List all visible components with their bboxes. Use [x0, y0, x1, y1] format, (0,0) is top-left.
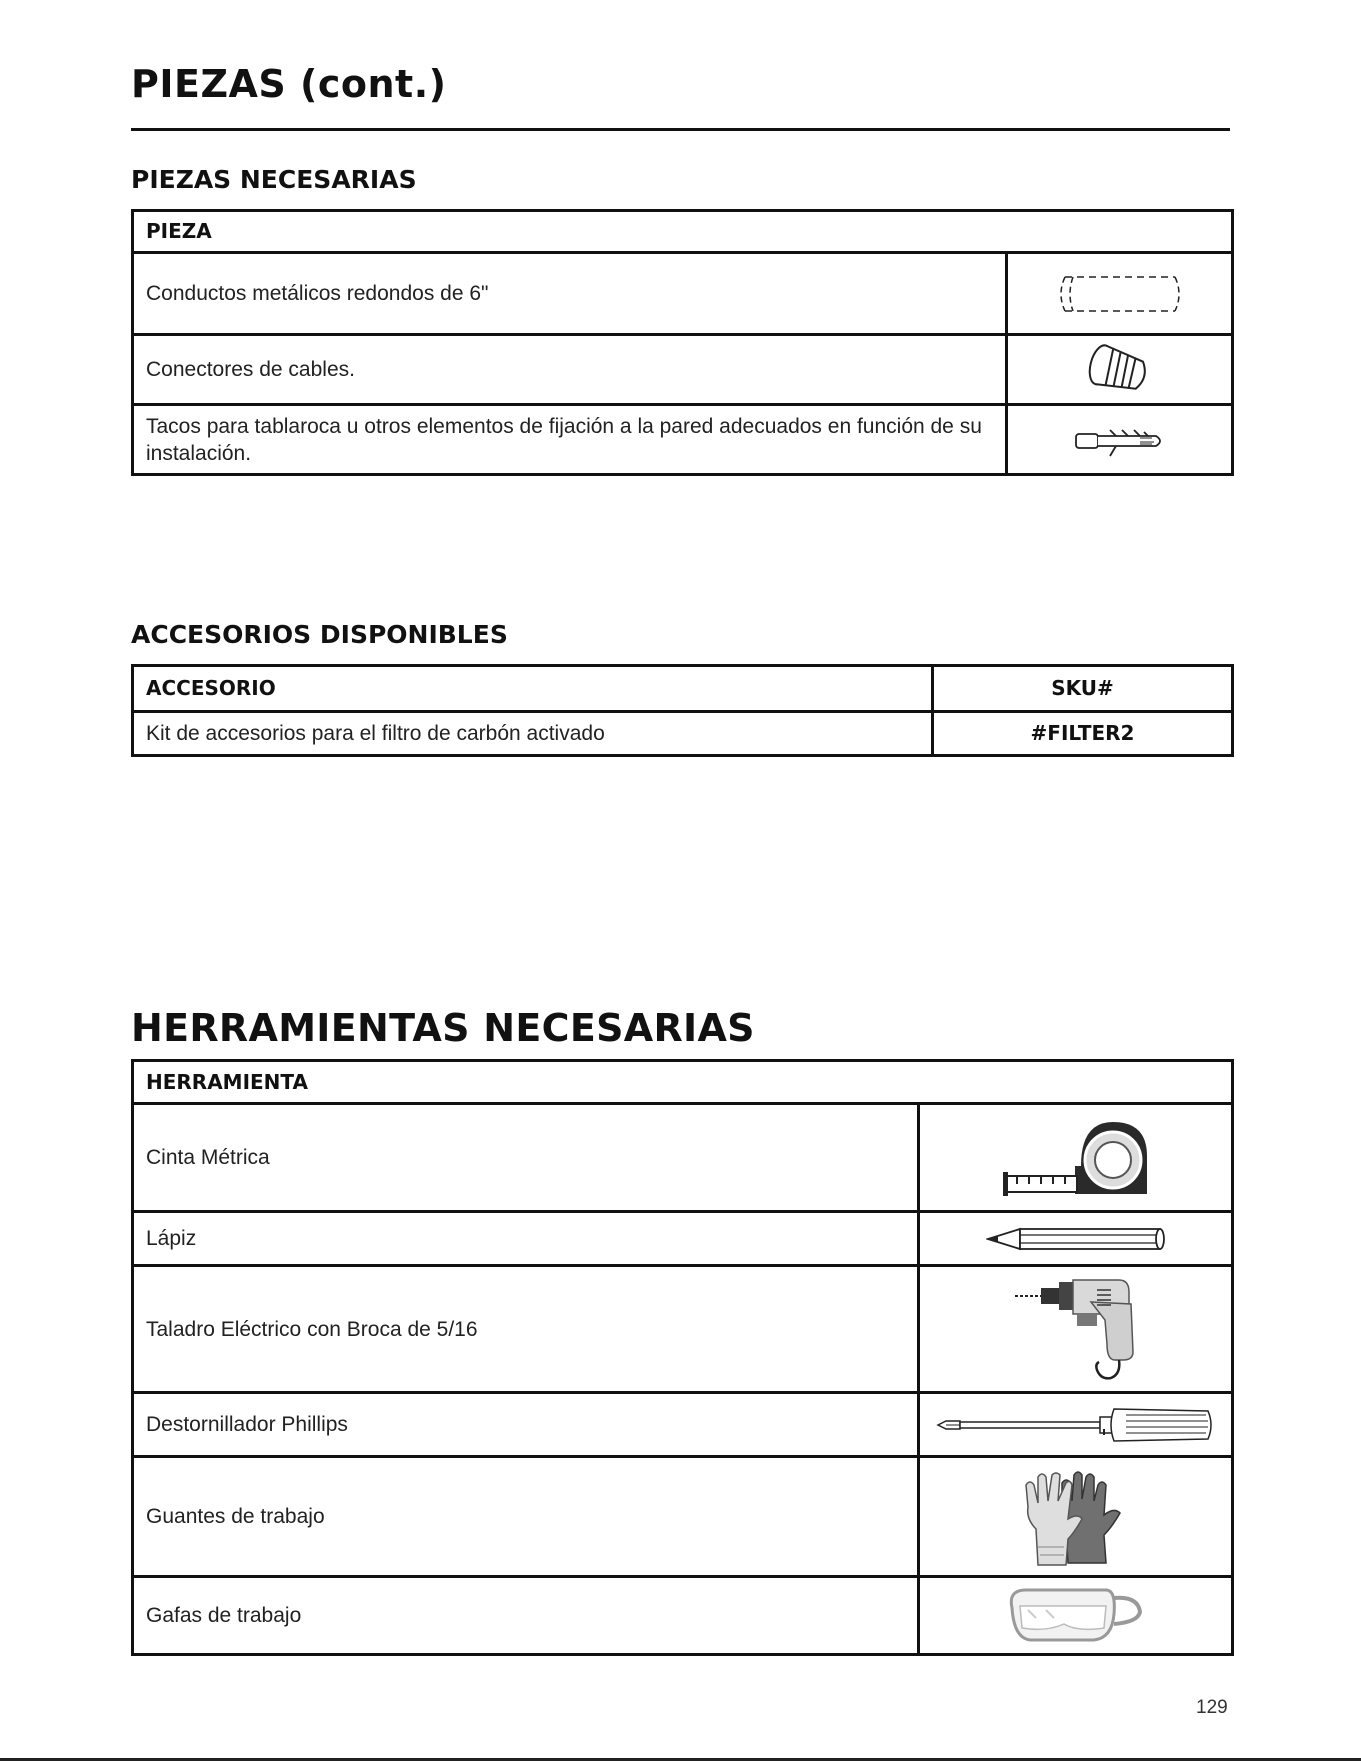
table-row [133, 335, 1233, 405]
column-header-accesorio: ACCESORIO [133, 666, 933, 712]
tools-heading: HERRAMIENTAS NECESARIAS [131, 1006, 755, 1050]
tape-measure-icon [919, 1104, 1233, 1212]
accessories-heading: ACCESORIOS DISPONIBLES [131, 620, 508, 649]
part-name: Tacos para tablaroca u otros elementos de fijación a la pared adecuados en función de su instalación. [133, 405, 1007, 475]
column-header-pieza: PIEZA [133, 211, 1233, 253]
tool-name: Lápiz [133, 1212, 919, 1266]
page-number: 129 [1196, 1697, 1228, 1718]
column-header-herramienta: HERRAMIENTA [133, 1061, 1233, 1104]
table-row [133, 1266, 1233, 1393]
required-parts-heading: PIEZAS NECESARIAS [131, 165, 417, 194]
table-row [133, 1212, 1233, 1266]
table-row [133, 405, 1233, 475]
column-header-sku: SKU# [933, 666, 1233, 712]
table-row [133, 1577, 1233, 1655]
accessories-table [131, 664, 1234, 757]
power-drill-icon [919, 1266, 1233, 1393]
tool-name: Cinta Métrica [133, 1104, 919, 1212]
phillips-screwdriver-icon [919, 1393, 1233, 1457]
part-name: Conectores de cables. [133, 335, 1007, 405]
pencil-icon [919, 1212, 1233, 1266]
title-divider [131, 128, 1230, 131]
work-gloves-icon [919, 1457, 1233, 1577]
tool-name: Gafas de trabajo [133, 1577, 919, 1655]
table-row [133, 1393, 1233, 1457]
part-name: Conductos metálicos redondos de 6" [133, 253, 1007, 335]
tool-name: Guantes de trabajo [133, 1457, 919, 1577]
wall-anchor-icon [1007, 405, 1233, 475]
accessory-name: Kit de accesorios para el filtro de carbón activado [133, 712, 933, 756]
safety-goggles-icon [919, 1577, 1233, 1655]
round-duct-icon [1007, 253, 1233, 335]
wire-connector-icon [1007, 335, 1233, 405]
table-row [133, 253, 1233, 335]
table-row [133, 712, 1233, 756]
accessory-sku: #FILTER2 [933, 712, 1233, 756]
required-parts-table [131, 209, 1234, 476]
tool-name: Destornillador Phillips [133, 1393, 919, 1457]
table-row [133, 1457, 1233, 1577]
tools-table [131, 1059, 1234, 1656]
page-title: PIEZAS (cont.) [131, 62, 447, 106]
tool-name: Taladro Eléctrico con Broca de 5/16 [133, 1266, 919, 1393]
table-row [133, 1104, 1233, 1212]
